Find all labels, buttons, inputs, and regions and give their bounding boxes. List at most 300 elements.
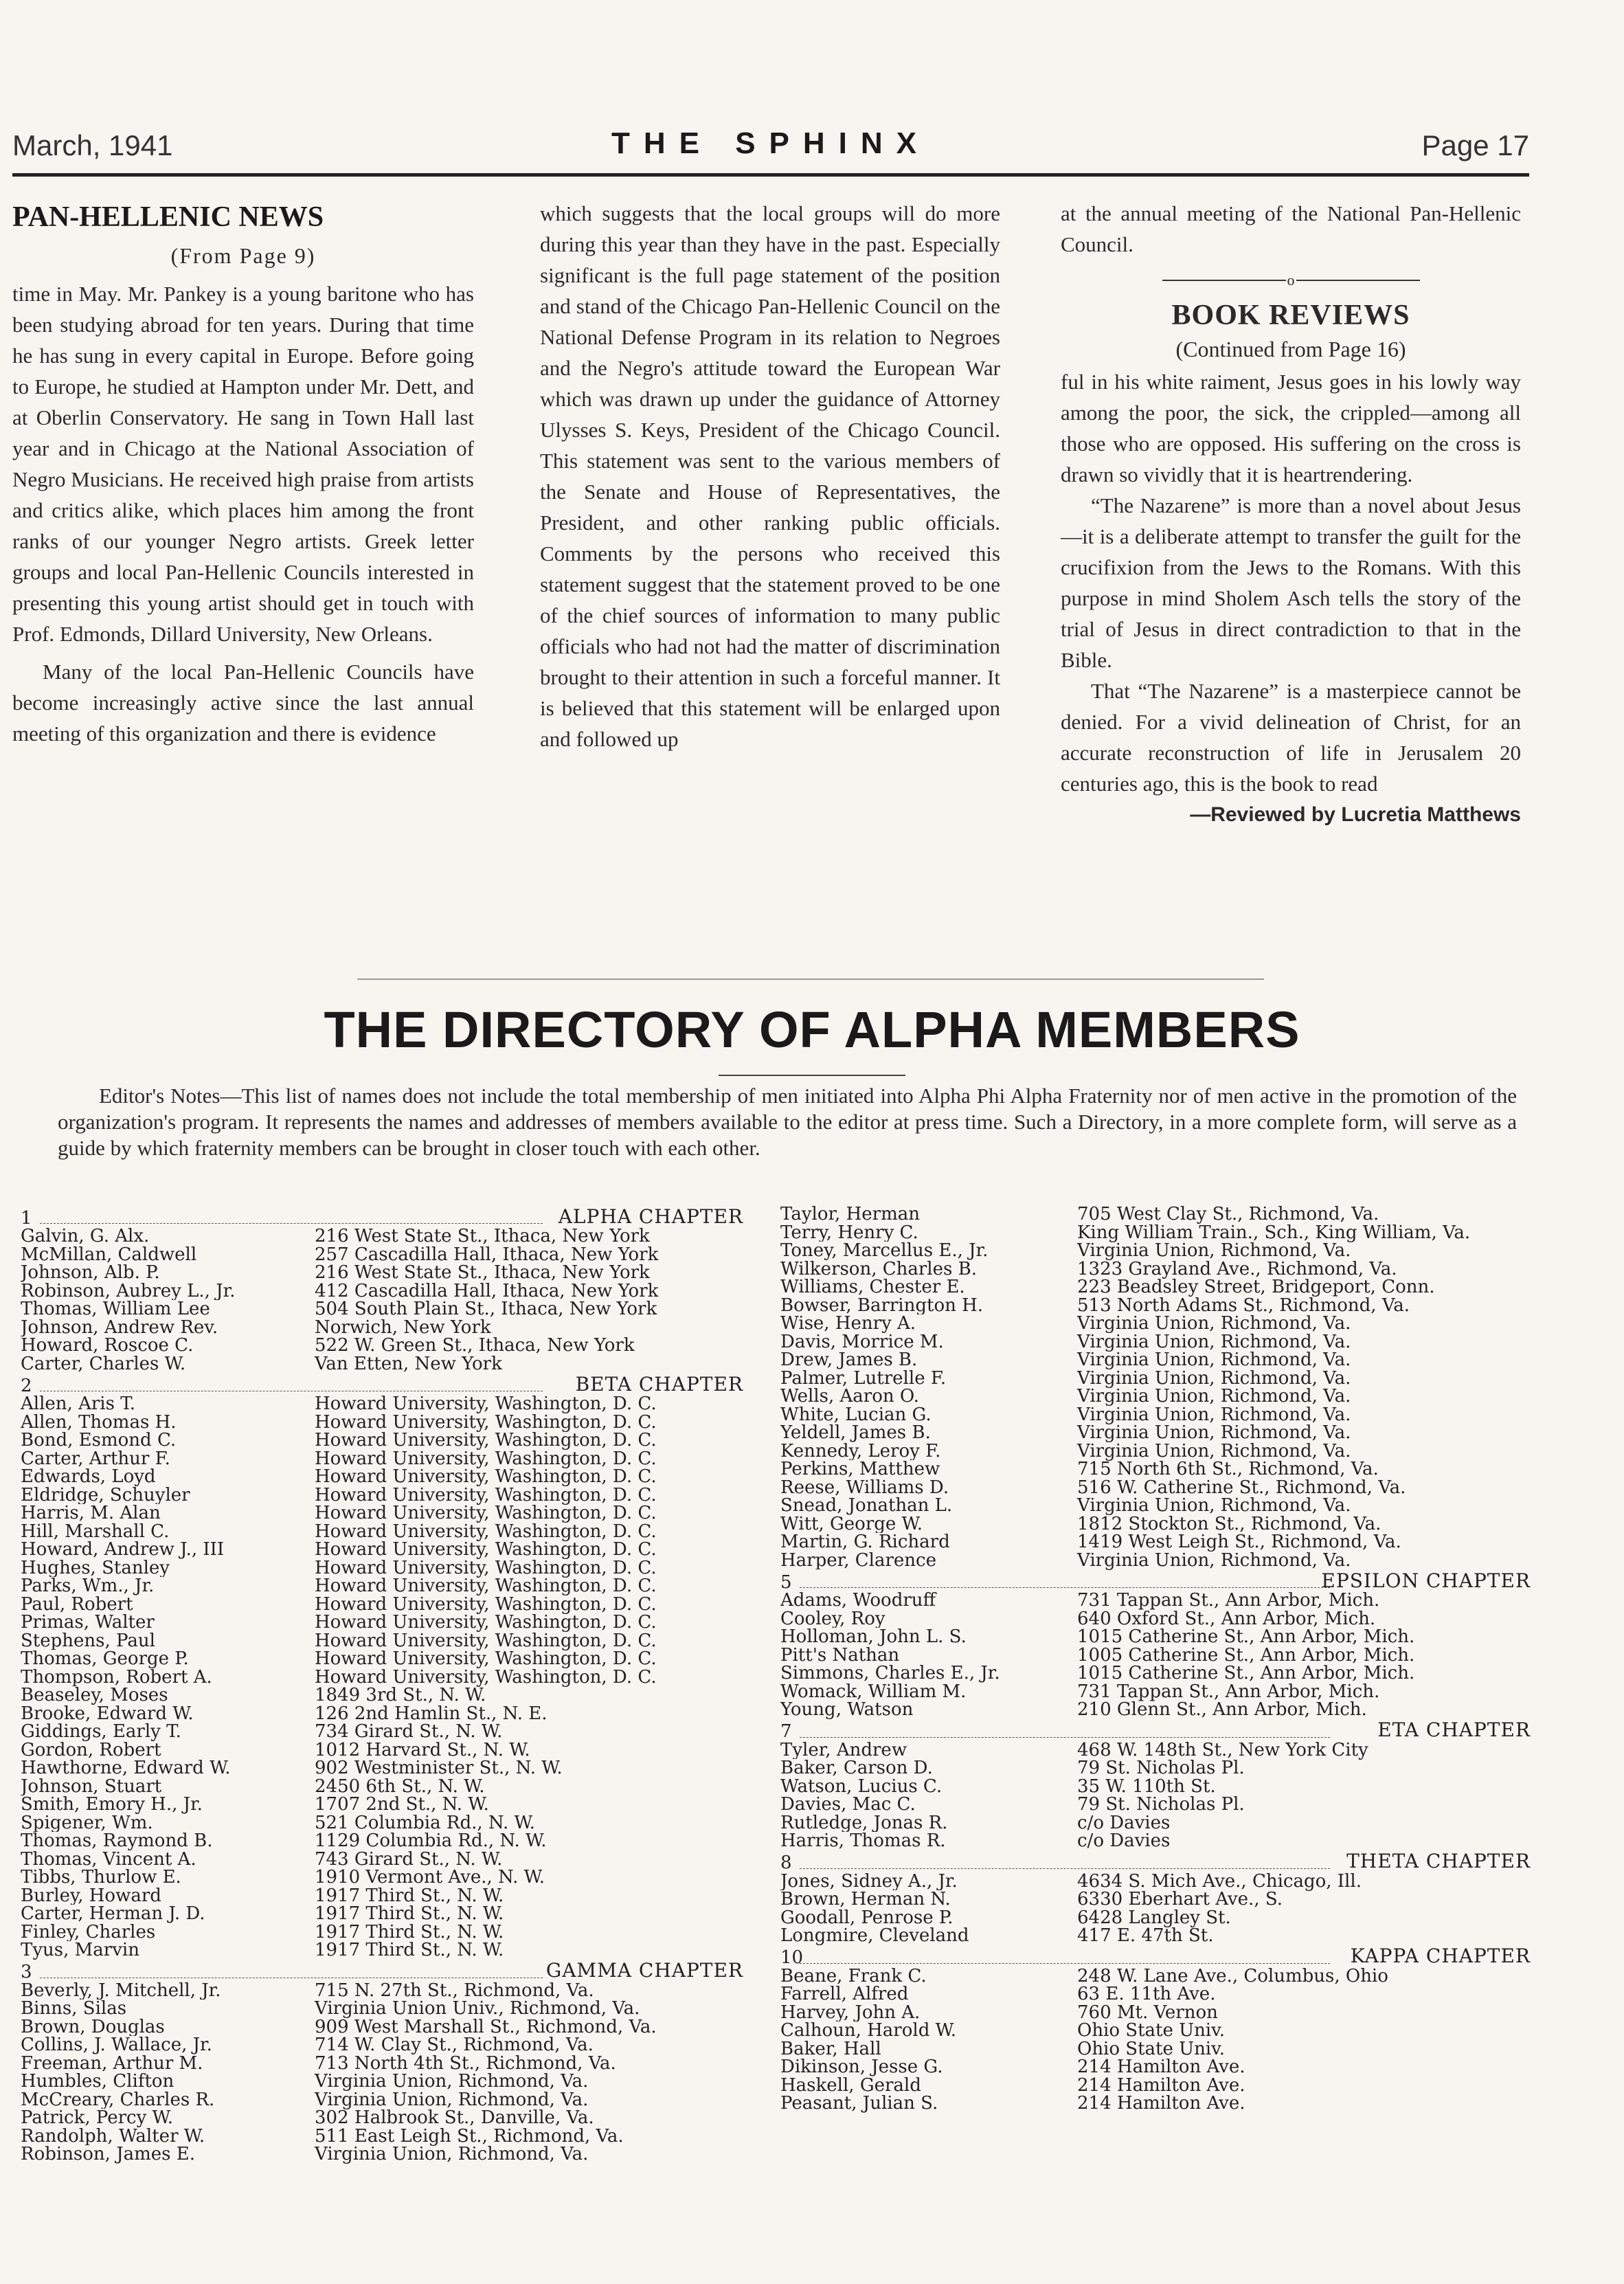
member-name: Taylor, Herman bbox=[780, 1205, 920, 1224]
member-row bbox=[21, 1227, 749, 1246]
member-address: 468 W. 148th St., New York City bbox=[1077, 1739, 1368, 1760]
member-address: 1707 2nd St., N. W. bbox=[315, 1794, 489, 1815]
member-address: 257 Cascadilla Hall, Ithaca, New York bbox=[315, 1244, 659, 1265]
chapter-number: 10 bbox=[780, 1947, 804, 1968]
member-name: Terry, Henry C. bbox=[780, 1223, 918, 1242]
member-name: Thomas, Vincent A. bbox=[21, 1850, 196, 1868]
directory-title: THE DIRECTORY OF ALPHA MEMBERS bbox=[324, 1001, 1300, 1058]
pan-hellenic-heading: PAN-HELLENIC NEWS bbox=[12, 201, 324, 233]
member-name: Perkins, Matthew bbox=[780, 1460, 940, 1479]
member-name: Rutledge, Jonas R. bbox=[780, 1813, 948, 1832]
member-name: Womack, William M. bbox=[780, 1682, 967, 1701]
member-row bbox=[780, 1224, 1536, 1242]
member-row bbox=[21, 1668, 749, 1687]
member-row bbox=[21, 1941, 749, 1960]
page-number: Page 17 bbox=[1421, 129, 1529, 161]
member-name: Paul, Robert bbox=[21, 1595, 133, 1613]
member-row bbox=[21, 2052, 749, 2074]
member-row bbox=[780, 1387, 1536, 1406]
member-name: Harris, M. Alan bbox=[21, 1504, 161, 1523]
member-row bbox=[21, 2109, 749, 2127]
member-row bbox=[780, 1664, 1536, 1683]
member-address: 63 E. 11th Ave. bbox=[1077, 1984, 1216, 2004]
member-name: Watson, Lucius C. bbox=[780, 1777, 943, 1795]
member-row bbox=[21, 1613, 749, 1632]
member-address: Howard University, Washington, D. C. bbox=[315, 1521, 657, 1542]
member-address: Ohio State Univ. bbox=[1077, 2038, 1225, 2059]
member-address: 715 North 6th St., Richmond, Va. bbox=[1077, 1459, 1379, 1479]
member-name: Tyus, Marvin bbox=[21, 1941, 139, 1960]
member-name: Finley, Charles bbox=[21, 1923, 156, 1941]
member-address: 214 Hamilton Ave. bbox=[1077, 2074, 1245, 2096]
member-row bbox=[21, 1246, 749, 1264]
member-address: Virginia Union, Richmond, Va. bbox=[1077, 1495, 1351, 1516]
member-name: Reese, Williams D. bbox=[780, 1478, 949, 1497]
member-address: 521 Columbia Rd., N. W. bbox=[315, 1812, 535, 1833]
pan-hellenic-paragraph: time in May. Mr. Pankey is a young baritone who has been studying abroad for ten years. During that time he has sung in every capital in Europe. Before going to Europe, he studied at Hampton under Mr. Dett, and at Oberlin Conservatory. He sang in Town Hall last year and in Chicago at the National Association of Negro Musicians. He received high praise from artists and critics alike, which places him among the front ranks of our younger Negro artists. Greek letter groups and local Pan-Hellenic Councils interested in presenting this young artist should get in touch with Prof. Edmonds, Dillard University, New Orleans. bbox=[12, 282, 474, 646]
member-name: Hawthorne, Edward W. bbox=[21, 1759, 231, 1778]
member-name: Williams, Chester E. bbox=[780, 1278, 965, 1297]
member-row bbox=[780, 1479, 1536, 1497]
member-name: Tyler, Andrew bbox=[780, 1740, 907, 1759]
member-address: Virginia Union, Richmond, Va. bbox=[1077, 1440, 1351, 1462]
member-address: Virginia Union, Richmond, Va. bbox=[1077, 1549, 1351, 1571]
member-address: Ohio State Univ. bbox=[1077, 2020, 1225, 2041]
chapter-name: THETA CHAPTER bbox=[1346, 1850, 1531, 1872]
member-name: Calhoun, Harold W. bbox=[780, 2022, 957, 2040]
member-address: Howard University, Washington, D. C. bbox=[315, 1630, 657, 1651]
member-name: Humbles, Clifton bbox=[21, 2072, 174, 2091]
member-address: Virginia Union, Richmond, Va. bbox=[315, 2071, 589, 2092]
member-address: Virginia Union, Richmond, Va. bbox=[1077, 1404, 1351, 1425]
member-name: Spigener, Wm. bbox=[21, 1813, 153, 1832]
chapter-header bbox=[21, 1207, 749, 1227]
member-address: Virginia Union, Richmond, Va. bbox=[1077, 1350, 1351, 1370]
member-name: Wise, Henry A. bbox=[780, 1314, 916, 1333]
member-address: Norwich, New York bbox=[315, 1317, 491, 1338]
member-name: Thomas, William Lee bbox=[21, 1300, 210, 1319]
member-address: 909 West Marshall St., Richmond, Va. bbox=[315, 2016, 657, 2037]
member-address: Howard University, Washington, D. C. bbox=[315, 1411, 657, 1433]
member-name: Baker, Hall bbox=[780, 2039, 881, 2058]
pan-hellenic-paragraph: at the annual meeting of the National Pan-Hellenic Council. bbox=[1061, 201, 1521, 256]
member-row bbox=[21, 1887, 749, 1905]
member-address: 743 Girard St., N. W. bbox=[315, 1848, 503, 1870]
member-row bbox=[780, 1442, 1536, 1461]
member-row bbox=[780, 1795, 1536, 1814]
member-name: Jones, Sidney A., Jr. bbox=[780, 1872, 958, 1890]
member-address: 2450 6th St., N. W. bbox=[315, 1776, 485, 1797]
member-address: 417 E. 47th St. bbox=[1077, 1925, 1214, 1946]
member-address: 640 Oxford St., Ann Arbor, Mich. bbox=[1077, 1608, 1376, 1629]
member-row bbox=[780, 2094, 1536, 2113]
chapter-leader-line bbox=[800, 1963, 1330, 1964]
member-name: Adams, Woodruff bbox=[780, 1591, 936, 1610]
member-address: 1012 Harvard St., N. W. bbox=[315, 1739, 530, 1760]
member-name: Parks, Wm., Jr. bbox=[21, 1577, 155, 1596]
member-name: Bowser, Barrington H. bbox=[780, 1296, 984, 1314]
member-name: White, Lucian G. bbox=[780, 1405, 932, 1424]
member-row bbox=[21, 1650, 749, 1668]
member-name: Bond, Esmond C. bbox=[21, 1431, 177, 1450]
member-row bbox=[21, 1264, 749, 1282]
chapter-name: GAMMA CHAPTER bbox=[545, 1959, 743, 1982]
member-name: Farrell, Alfred bbox=[780, 1985, 909, 2004]
editors-note: Editor's Notes—This list of names does not include the total membership of men initiated into Alpha Phi Alpha Fraternity nor of men active in the promotion of the organization's program. It represents the names and addresses of members available to the editor at press time. Such a Directory, in a more complete form, will serve as a guide by which fraternity members can be brought in closer touch with each other. bbox=[58, 1084, 1517, 1160]
column-left bbox=[12, 198, 474, 749]
member-name: Allen, Thomas H. bbox=[21, 1413, 177, 1431]
member-name: Collins, J. Wallace, Jr. bbox=[21, 2036, 212, 2055]
member-address: Howard University, Washington, D. C. bbox=[315, 1466, 657, 1487]
member-row bbox=[780, 1909, 1536, 1927]
member-address: 1419 West Leigh St., Richmond, Va. bbox=[1077, 1532, 1401, 1552]
member-name: Brown, Herman N. bbox=[780, 1890, 951, 1909]
member-row bbox=[780, 1701, 1536, 1719]
book-review-paragraph: “The Nazarene” is more than a novel about Jesus—it is a deliberate attempt to transfer the guilt for the crucifixion from the Jews to the Romans. With this purpose in mind Sholem Asch tells the story of the trial of Jesus in direct contradiction to that in the Bible. bbox=[1061, 493, 1521, 673]
member-row bbox=[780, 1515, 1536, 1534]
chapter-number: 3 bbox=[21, 1962, 32, 1982]
member-address: 412 Cascadilla Hall, Ithaca, New York bbox=[315, 1280, 659, 1301]
member-address: Howard University, Washington, D. C. bbox=[315, 1557, 657, 1578]
member-address: Virginia Union, Richmond, Va. bbox=[1077, 1313, 1351, 1334]
member-row bbox=[780, 1278, 1536, 1297]
column-right bbox=[1061, 198, 1521, 830]
chapter-header bbox=[780, 1947, 1536, 1967]
chapter-number: 7 bbox=[780, 1721, 792, 1742]
member-row bbox=[780, 1832, 1536, 1850]
member-name: Young, Watson bbox=[780, 1701, 914, 1719]
member-address: 79 St. Nicholas Pl. bbox=[1077, 1794, 1245, 1815]
member-address: 6330 Eberhart Ave., S. bbox=[1077, 1889, 1283, 1910]
member-name: Baker, Carson D. bbox=[780, 1759, 933, 1778]
member-row bbox=[21, 1431, 749, 1450]
member-name: Howard, Andrew J., III bbox=[21, 1541, 225, 1559]
chapter-number: 1 bbox=[21, 1207, 32, 1229]
member-address: 1849 3rd St., N. W. bbox=[315, 1685, 486, 1705]
chapter-header bbox=[780, 1852, 1536, 1872]
member-row bbox=[780, 2004, 1536, 2022]
member-address: 715 N. 27th St., Richmond, Va. bbox=[315, 1980, 594, 2001]
member-address: 1917 Third St., N. W. bbox=[315, 1903, 504, 1924]
member-row bbox=[780, 1683, 1536, 1701]
member-row bbox=[21, 2036, 749, 2055]
section-divider: o bbox=[1061, 262, 1521, 295]
member-name: Martin, G. Richard bbox=[780, 1533, 950, 1552]
member-address: 35 W. 110th St. bbox=[1077, 1776, 1216, 1797]
member-row bbox=[780, 1628, 1536, 1646]
member-row bbox=[780, 1549, 1536, 1571]
member-name: Thomas, George P. bbox=[21, 1650, 189, 1668]
member-address: 522 W. Green St., Ithaca, New York bbox=[315, 1335, 635, 1356]
member-address: 713 North 4th St., Richmond, Va. bbox=[315, 2052, 616, 2074]
member-address: 511 East Leigh St., Richmond, Va. bbox=[315, 2125, 624, 2147]
member-address: 902 Westminister St., N. W. bbox=[315, 1758, 563, 1778]
member-name: Hughes, Stanley bbox=[21, 1558, 170, 1577]
book-reviews-continuation: (Continued from Page 16) bbox=[1175, 337, 1406, 362]
member-name: Beaseley, Moses bbox=[21, 1686, 168, 1705]
member-address: 714 W. Clay St., Richmond, Va. bbox=[315, 2035, 594, 2055]
chapter-header bbox=[780, 1718, 1536, 1742]
member-row bbox=[780, 1814, 1536, 1833]
member-row bbox=[21, 1319, 749, 1337]
member-name: Davies, Mac C. bbox=[780, 1795, 916, 1814]
member-row bbox=[21, 1778, 749, 1796]
member-row bbox=[21, 1523, 749, 1541]
member-row bbox=[21, 1868, 749, 1887]
member-address: Virginia Union, Richmond, Va. bbox=[1077, 1386, 1351, 1407]
member-name: Wilkerson, Charles B. bbox=[780, 1259, 977, 1278]
chapter-name: ETA CHAPTER bbox=[1377, 1718, 1531, 1741]
member-row bbox=[21, 2127, 749, 2146]
member-address: 248 W. Lane Ave., Columbus, Ohio bbox=[1077, 1965, 1388, 1986]
member-address: 705 West Clay St., Richmond, Va. bbox=[1077, 1204, 1379, 1224]
chapter-number: 5 bbox=[780, 1571, 792, 1593]
member-name: Thomas, Raymond B. bbox=[21, 1832, 213, 1850]
member-name: Holloman, John L. S. bbox=[780, 1628, 967, 1646]
member-name: Yeldell, James B. bbox=[780, 1424, 931, 1442]
member-address: 1812 Stockton St., Richmond, Va. bbox=[1077, 1513, 1381, 1534]
member-row bbox=[21, 1759, 749, 1778]
member-name: Galvin, G. Alx. bbox=[21, 1227, 150, 1246]
member-address: Howard University, Washington, D. C. bbox=[315, 1539, 657, 1560]
member-row bbox=[780, 1610, 1536, 1628]
member-name: Haskell, Gerald bbox=[780, 2076, 921, 2094]
member-row bbox=[21, 1982, 749, 2000]
chapter-leader-line bbox=[40, 1223, 543, 1224]
member-row bbox=[21, 1486, 749, 1505]
member-address: 760 Mt. Vernon bbox=[1077, 2002, 1218, 2023]
member-row bbox=[21, 1504, 749, 1523]
member-address: 1129 Columbia Rd., N. W. bbox=[315, 1830, 547, 1851]
member-address: 4634 S. Mich Ave., Chicago, Ill. bbox=[1077, 1870, 1362, 1892]
member-row bbox=[780, 1406, 1536, 1424]
member-address: 216 West State St., Ithaca, New York bbox=[315, 1262, 650, 1283]
member-row bbox=[21, 2018, 749, 2037]
member-name: Binns, Silas bbox=[21, 2000, 127, 2018]
member-name: Robinson, James E. bbox=[21, 2145, 196, 2164]
member-name: Harvey, John A. bbox=[780, 2003, 921, 2022]
member-name: Edwards, Loyd bbox=[21, 1468, 156, 1486]
member-name: Cooley, Roy bbox=[780, 1609, 886, 1628]
member-address: 126 2nd Hamlin St., N. E. bbox=[315, 1703, 548, 1724]
member-row bbox=[780, 2076, 1536, 2095]
member-address: Howard University, Washington, D. C. bbox=[315, 1484, 657, 1505]
member-row bbox=[780, 1205, 1536, 1224]
member-name: Toney, Marcellus E., Jr. bbox=[780, 1242, 989, 1260]
member-address: 216 West State St., Ithaca, New York bbox=[315, 1226, 650, 1246]
member-name: Freeman, Arthur M. bbox=[21, 2054, 203, 2072]
member-address: Virginia Union, Richmond, Va. bbox=[315, 2144, 589, 2164]
member-address: Van Etten, New York bbox=[315, 1353, 502, 1374]
member-row bbox=[21, 1577, 749, 1596]
member-row bbox=[780, 1333, 1536, 1352]
member-row bbox=[21, 2145, 749, 2164]
member-address: c/o Davies bbox=[1077, 1812, 1171, 1833]
member-row bbox=[780, 2022, 1536, 2040]
member-address: 734 Girard St., N. W. bbox=[315, 1721, 503, 1742]
member-name: Brooke, Edward W. bbox=[21, 1704, 194, 1723]
member-name: Simmons, Charles E., Jr. bbox=[780, 1664, 1000, 1683]
member-name: Giddings, Early T. bbox=[21, 1723, 181, 1741]
member-name: Johnson, Andrew Rev. bbox=[21, 1318, 218, 1336]
member-row bbox=[21, 1468, 749, 1486]
chapter-number: 2 bbox=[21, 1375, 32, 1396]
pan-hellenic-continuation: (From Page 9) bbox=[170, 243, 316, 268]
member-name: Carter, Arthur F. bbox=[21, 1449, 170, 1468]
member-address: Howard University, Washington, D. C. bbox=[315, 1430, 657, 1451]
member-address: Virginia Union, Richmond, Va. bbox=[315, 2089, 589, 2110]
member-address: Howard University, Washington, D. C. bbox=[315, 1448, 657, 1469]
member-row bbox=[780, 1778, 1536, 1796]
chapter-name: ALPHA CHAPTER bbox=[558, 1205, 743, 1228]
member-row bbox=[21, 1593, 749, 1615]
divider-rule bbox=[357, 978, 1264, 980]
member-row bbox=[21, 1814, 749, 1833]
member-row bbox=[780, 1314, 1536, 1333]
member-name: Johnson, Alb. P. bbox=[21, 1264, 160, 1282]
member-row bbox=[780, 1985, 1536, 2004]
member-name: Kennedy, Leroy F. bbox=[780, 1442, 941, 1460]
member-row bbox=[21, 1686, 749, 1705]
member-name: Smith, Emory H., Jr. bbox=[21, 1795, 203, 1814]
member-name: Beane, Frank C. bbox=[780, 1967, 927, 1985]
magazine-title: THE SPHINX bbox=[611, 126, 931, 160]
member-address: 6428 Langley St. bbox=[1077, 1907, 1231, 1928]
member-row bbox=[780, 1424, 1536, 1442]
member-name: Witt, George W. bbox=[780, 1514, 923, 1533]
member-address: 1917 Third St., N. W. bbox=[315, 1940, 504, 1960]
member-row bbox=[780, 1460, 1536, 1479]
member-name: Eldridge, Schuyler bbox=[21, 1486, 190, 1504]
chapter-header bbox=[21, 1374, 749, 1395]
member-name: Harris, Thomas R. bbox=[780, 1832, 946, 1850]
member-address: 1917 Third St., N. W. bbox=[315, 1921, 504, 1942]
member-row bbox=[21, 2000, 749, 2018]
book-reviews-heading: BOOK REVIEWS bbox=[1171, 300, 1410, 332]
chapter-leader-line bbox=[800, 1587, 1330, 1588]
member-row bbox=[780, 1890, 1536, 1909]
member-name: Primas, Walter bbox=[21, 1613, 155, 1632]
chapter-name: EPSILON CHAPTER bbox=[1321, 1569, 1531, 1592]
member-row bbox=[780, 2058, 1536, 2076]
member-address: 516 W. Catherine St., Richmond, Va. bbox=[1077, 1477, 1406, 1498]
member-address: Howard University, Washington, D. C. bbox=[315, 1612, 657, 1633]
member-row bbox=[21, 1741, 749, 1760]
member-address: Virginia Union, Richmond, Va. bbox=[1077, 1367, 1351, 1389]
member-address: 302 Halbrook St., Danville, Va. bbox=[315, 2107, 594, 2128]
member-name: Goodall, Penrose P. bbox=[780, 1908, 954, 1927]
member-address: 1015 Catherine St., Ann Arbor, Mich. bbox=[1077, 1663, 1415, 1683]
member-name: Drew, James B. bbox=[780, 1351, 918, 1369]
member-address: 1917 Third St., N. W. bbox=[315, 1885, 504, 1906]
member-name: Tibbs, Thurlow E. bbox=[21, 1868, 181, 1887]
member-row bbox=[780, 2040, 1536, 2059]
member-row bbox=[780, 1872, 1536, 1891]
member-row bbox=[780, 1759, 1536, 1778]
member-row bbox=[21, 1850, 749, 1869]
column-middle bbox=[540, 198, 1000, 754]
divider-rule bbox=[719, 1075, 905, 1076]
chapter-leader-line bbox=[800, 1868, 1330, 1869]
chapter-name: BETA CHAPTER bbox=[575, 1372, 743, 1396]
member-row bbox=[21, 2091, 749, 2109]
member-address: 223 Beadsley Street, Bridgeport, Conn. bbox=[1077, 1277, 1435, 1297]
issue-date: March, 1941 bbox=[12, 129, 173, 161]
member-name: Johnson, Stuart bbox=[21, 1777, 162, 1795]
member-name: Thompson, Robert A. bbox=[21, 1668, 212, 1686]
member-row bbox=[780, 1646, 1536, 1665]
book-review-paragraph: That “The Nazarene” is a masterpiece cannot be denied. For a vivid delineation of Christ, for an accurate reconstruction of life in Jerusalem 20 centuries ago, this is the book to read bbox=[1061, 679, 1521, 796]
member-address: 1323 Grayland Ave., Richmond, Va. bbox=[1077, 1258, 1397, 1279]
member-row bbox=[780, 1741, 1536, 1760]
member-row bbox=[780, 1591, 1536, 1610]
member-row bbox=[21, 1282, 749, 1301]
member-row bbox=[21, 1300, 749, 1319]
member-row bbox=[21, 1632, 749, 1650]
member-address: 731 Tappan St., Ann Arbor, Mich. bbox=[1077, 1590, 1380, 1611]
member-name: Burley, Howard bbox=[21, 1886, 161, 1905]
member-address: 214 Hamilton Ave. bbox=[1077, 2057, 1245, 2077]
pan-hellenic-paragraph: which suggests that the local groups will do more during this year than they have in the past. Especially significant is the full page statement of the position and stand of the Chicago Pan-Hellenic Council on the National Defense Program in its relation to Negroes and the Negro's attitude toward the European War which was drawn up under the guidance of Attorney Ulysses S. Keys, President of the Chicago Council. This statement was sent to the various members of the Senate and House of Representatives, the President, and other ranking public officials. Comments by the persons who received this statement suggest that the statement proved to be one of the chief sources of information to many public officials who had not had the matter of discrimination brought to their attention in such a forceful manner. It is believed that this statement will be enlarged upon and followed up bbox=[540, 201, 1000, 751]
member-address: Virginia Union, Richmond, Va. bbox=[1077, 1331, 1351, 1352]
member-name: Davis, Morrice M. bbox=[780, 1332, 944, 1351]
review-byline: —Reviewed by Lucretia Matthews bbox=[1190, 803, 1521, 827]
member-row bbox=[21, 1355, 749, 1374]
member-address: Howard University, Washington, D. C. bbox=[315, 1666, 657, 1688]
member-row bbox=[21, 1923, 749, 1942]
directory-column-right bbox=[780, 1205, 1536, 2113]
member-row bbox=[21, 1395, 749, 1413]
member-address: 504 South Plain St., Ithaca, New York bbox=[315, 1299, 657, 1319]
member-name: Longmire, Cleveland bbox=[780, 1927, 969, 1945]
member-name: Snead, Jonathan L. bbox=[780, 1497, 953, 1515]
member-address: c/o Davies bbox=[1077, 1830, 1171, 1851]
member-row bbox=[21, 1723, 749, 1741]
member-name: Brown, Douglas bbox=[21, 2017, 165, 2036]
book-review-paragraph: ful in his white raiment, Jesus goes in his lowly way among the poor, the sick, the crippled—among all those who are opposed. His suffering on the cross is drawn so vividly that it is heartrendering. bbox=[1061, 370, 1521, 487]
member-address: 214 Hamilton Ave. bbox=[1077, 2093, 1245, 2114]
member-row bbox=[780, 1369, 1536, 1388]
member-row bbox=[780, 1967, 1536, 1986]
member-address: Howard University, Washington, D. C. bbox=[315, 1576, 657, 1596]
member-row bbox=[21, 1336, 749, 1355]
member-address: King William Train., Sch., King William, Va. bbox=[1077, 1222, 1471, 1243]
member-address: 1005 Catherine St., Ann Arbor, Mich. bbox=[1077, 1644, 1415, 1666]
member-row bbox=[780, 1351, 1536, 1369]
member-name: Randolph, Walter W. bbox=[21, 2127, 205, 2145]
member-row bbox=[21, 1705, 749, 1723]
member-name: Robinson, Aubrey L., Jr. bbox=[21, 1281, 236, 1300]
chapter-header bbox=[780, 1571, 1536, 1591]
member-row bbox=[780, 1927, 1536, 1945]
member-name: Dikinson, Jesse G. bbox=[780, 2058, 943, 2076]
member-row bbox=[780, 1497, 1536, 1515]
member-row bbox=[780, 1260, 1536, 1279]
member-row bbox=[21, 1905, 749, 1923]
member-address: 210 Glenn St., Ann Arbor, Mich. bbox=[1077, 1699, 1367, 1720]
member-name: Palmer, Lutrelle F. bbox=[780, 1369, 947, 1387]
member-address: 731 Tappan St., Ann Arbor, Mich. bbox=[1077, 1681, 1380, 1702]
member-address: Virginia Union, Richmond, Va. bbox=[1077, 1240, 1351, 1261]
member-row bbox=[780, 1533, 1536, 1552]
chapter-name: KAPPA CHAPTER bbox=[1350, 1945, 1531, 1967]
member-address: 1910 Vermont Ave., N. W. bbox=[315, 1867, 545, 1888]
member-name: McMillan, Caldwell bbox=[21, 1245, 197, 1264]
member-row bbox=[780, 1242, 1536, 1260]
member-address: Howard University, Washington, D. C. bbox=[315, 1648, 657, 1669]
member-row bbox=[21, 1559, 749, 1578]
chapter-leader-line bbox=[800, 1737, 1330, 1738]
